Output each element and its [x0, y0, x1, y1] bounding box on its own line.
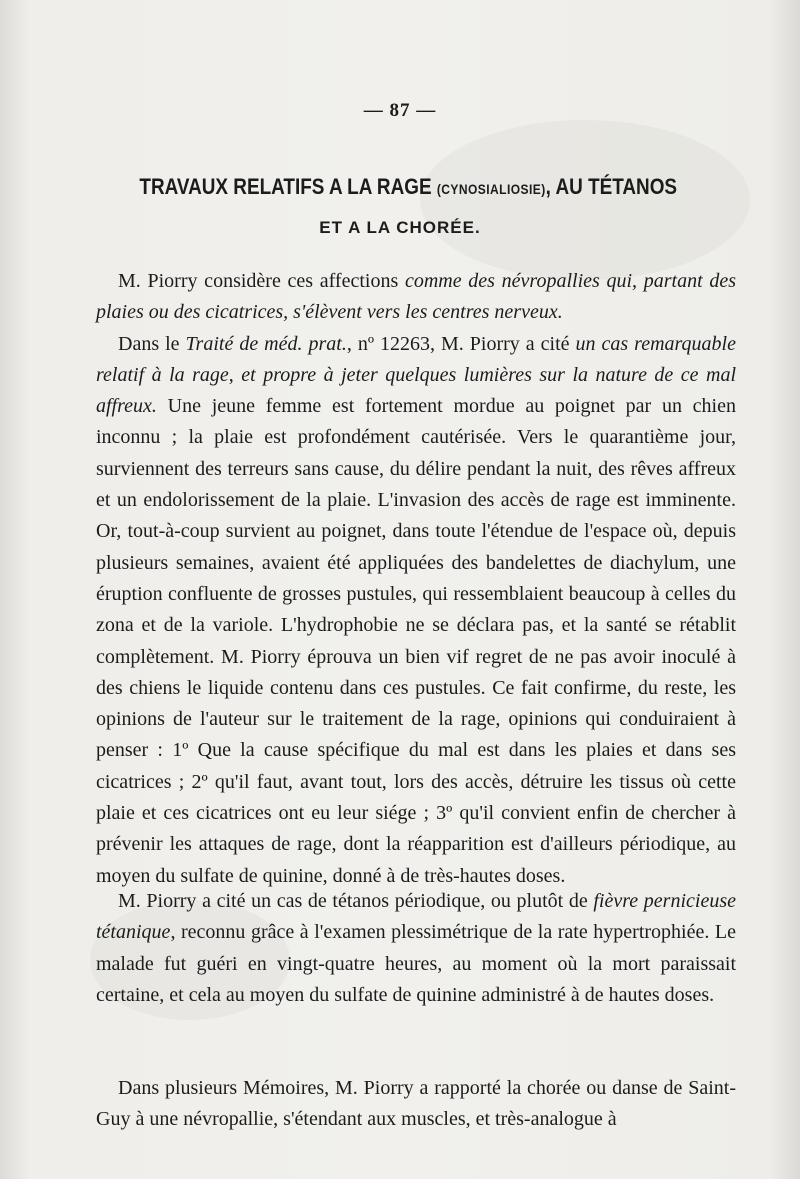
paragraph-1 [96, 266, 736, 329]
italic-run: comme des névropallies qui, partant des plaies ou des cicatrices, s'élèvent vers les centres nerveux. [96, 270, 737, 324]
text-run: M. Piorry a cité un cas de tétanos périodique, ou plutôt de [118, 890, 594, 912]
italic-run: et propre à jeter quelques lumières sur la nature de ce mal affreux. [96, 363, 737, 418]
section-heading [139, 174, 678, 200]
text-run: Dans le [118, 332, 186, 355]
italic-run: un cas remarquable relatif à la rage [96, 332, 736, 386]
paragraph-2 [96, 329, 736, 892]
paragraph-3 [96, 886, 736, 1011]
text-run: , [228, 363, 242, 386]
body-text-block [96, 1073, 736, 1136]
body-text-block [96, 886, 736, 1011]
text-run: , nº 12263, M. Piorry a cité [346, 332, 576, 355]
page-number: — 87 — [363, 100, 437, 121]
text-run: Dans plusieurs Mémoires, M. Piorry a rapporté la chorée ou danse de Saint-Guy à une névropallie, s'étendant aux muscles, et très-analogue à [96, 1077, 736, 1131]
heading-main: TRAVAUX RELATIFS A LA RAGE [139, 174, 432, 199]
text-run: , reconnu grâce à l'examen plessimétrique de la rate hypertrophiée. Le malade fut guéri en vingt-quatre heures, au moment où la mort paraissait certaine, et cela au moyen du sulfate de quinine administré à de hautes doses. [96, 921, 736, 1006]
section-heading-line2: ET A LA CHORÉE. [319, 218, 481, 237]
bleed-through-stain [420, 120, 750, 280]
paragraph-4 [96, 1073, 736, 1136]
body-text-block [96, 266, 736, 892]
heading-tail: , AU TÉTANOS [545, 174, 678, 199]
text-run: M. Piorry considère ces affections [118, 270, 405, 292]
heading-parenthetical: (CYNOSIALIOSIE) [436, 181, 546, 197]
italic-run: fièvre pernicieuse tétanique [96, 890, 736, 944]
text-run: Une jeune femme est fortement mordue au poignet par un chien inconnu ; la plaie est profondément cautérisée. Vers le quarantième jour, surviennent des terreurs sans cause, du délire pendant la nuit, des rêves affreux et un endolorissement de la plaie. L'invasion des accès de rage est imminente. Or, tout-à-coup survient au poignet, dans toute l'étendue de l'espace où, depuis plusieurs semaines, avaient été appliquées des bandelettes de diachylum, une éruption confluente de grosses pustules, qui ressemblaient beaucoup à celles du zona et de la variole. L'hydrophobie ne se déclara pas, et la santé se rétablit complètement. M. Piorry éprouva un bien vif regret de ne pas avoir inoculé à des chiens le liquide contenu dans ces pustules. Ce fait confirme, du reste, les opinions de l'auteur sur le traitement de la rage, opinions qui conduiraient à penser : 1º Que la cause spécifique du mal est dans les plaies et dans ses cicatrices ; 2º qu'il faut, avant tout, lors des accès, détruire les tissus où cette plaie et ces cicatrices ont eu leur siége ; 3º qu'il convient enfin de chercher à prévenir les attaques de rage, dont la réapparition est d'ailleurs périodique, au moyen du sulfate de quinine, donné à de très-hautes doses. [96, 395, 736, 887]
italic-run: Traité de méd. prat. [185, 332, 347, 355]
